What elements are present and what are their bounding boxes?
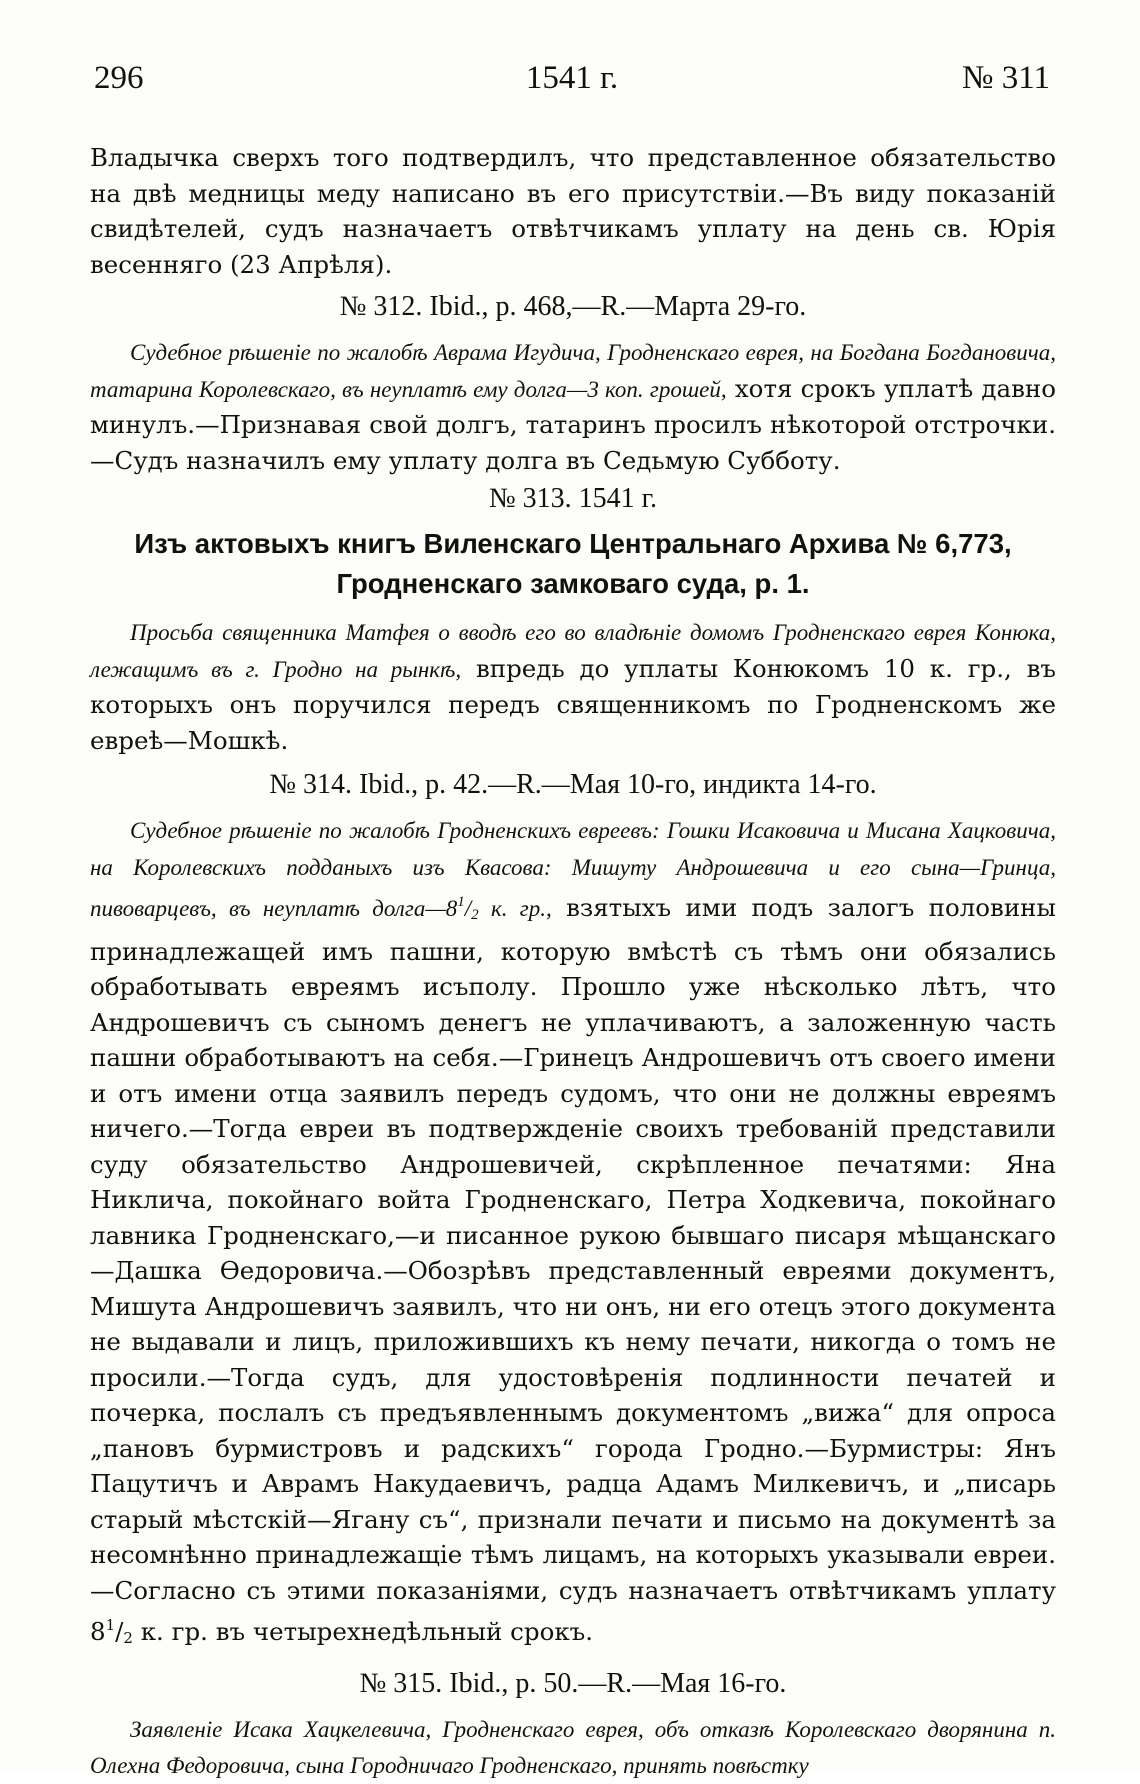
doc-312-heading: № 312. Ibid., р. 468,—R.—Марта 29-го. — [339, 291, 807, 322]
page-content — [90, 140, 1056, 1784]
fraction-denominator: 2 — [471, 907, 479, 923]
doc-311-continuation: Владычка сверхъ того подтвердилъ, что представленное обязательство на двѣ медницы меду написано въ его присутствіи.—Въ виду показаній свидѣтелей, судъ назначаетъ отвѣтчикамъ уплату на день св. Юрія весенняго (23 Апрѣля). — [90, 143, 1056, 279]
doc-314-summary: Судебное рѣшеніе по жалобѣ Гродненскихъ евреевъ: Гошки Исаковича и Мисана Хацковича, на Королевскихъ подданыхъ изъ Квасова: Мишуту Андрошевича и его сына—Гринца, пивоварцевъ, въ неуплатѣ $долга—8^1/_2$ к. гр., — [90, 818, 1056, 923]
doc-314-body-a: взятыхъ ими подъ залогъ половины принадлежащей имъ пашни, которую вмѣстѣ съ тѣмъ они обязались обработывать евреямъ исъполу. Прошло уже нѣсколько лѣтъ, что Андрошевичъ съ сыномъ денегъ не уплачиваютъ, а заложенную часть пашни обработываютъ на себя.—Гринецъ Андрошевичъ отъ своего имени и отъ имени отца заявилъ передъ судомъ, что они не должны евреямъ ничего.—Тогда евреи въ подтвержденіе своихъ требованій представили суду обязательство Андрошевичей, скрѣпленное печатями: Яна Никлича, покойнаго войта Гродненскаго, Петра Ходкевича, покойнаго лавника Гродненскаго,—и писанное рукою бывшаго писаря мѣщанскаго—Дашка Өедоровича.—Обозрѣвъ представленный евреями документъ, Мишута Андрошевичъ заявилъ, что ни онъ, ни его отецъ этого документа не выдавали и лицъ, приложившихъ къ нему печати, никогда о томъ не просили.—Тогда судъ, для удостовѣренія подлинности печатей и почерка, послалъ съ предъявленнымъ документомъ „вижа“ для опроса „пановъ бурмистровъ и радскихъ“ города Гродно.—Бурмистры: Янъ Пацутичъ и Аврамъ Накудаевичъ, радца Адамъ Милкевичъ, и „писарь старый мѣстскій—Ягану съ“, признали печати и письмо на документѣ за несомнѣнно принадлежащіе тѣмъ лицамъ, на которыхъ указывали евреи.—Согласно съ этими показаніями, судъ назначаетъ отвѣтчикамъ уплату 8 — [90, 893, 1056, 1646]
page-header — [94, 60, 1050, 110]
fraction-denominator: 2 — [123, 1629, 133, 1647]
page-number: 296 — [94, 60, 144, 96]
doc-315-text — [90, 1711, 1056, 1784]
doc-313-text — [90, 614, 1056, 758]
fraction-numerator: 1 — [105, 1616, 116, 1634]
doc-312-body: хотя срокъ уплатѣ давно минулъ.—Признавая свой долгъ, татаринъ просилъ нѣкоторой отстрочки.—Судъ назначилъ ему уплату долга въ Седьмую Субботу. — [90, 373, 1056, 475]
doc-314-summary-b: к. гр., — [478, 896, 552, 921]
doc-314-summary-a: Судебное рѣшеніе по жалобѣ Гродненскихъ евреевъ: Гошки Исаковича и Мисана Хацковича, на Королевскихъ подданыхъ изъ Квасова: Мишуту Андрошевича и его сына—Гринца, пивоварцевъ, въ неуплатѣ долга—8 — [90, 818, 1056, 921]
doc-312-summary: Судебное рѣшеніе по жалобѣ Аврама Игудича, Гродненскаго еврея, на Богдана Богдановича, татарина Королевскаго, въ неуплатѣ ему долга—3 коп. грошей, — [90, 340, 1056, 402]
running-year: 1541 г. — [525, 60, 619, 96]
doc-313-heading: № 313. 1541 г. — [488, 483, 658, 514]
doc-314-text: Судебное рѣшеніе по жалобѣ Гродненскихъ евреевъ: Гошки Исаковича и Мисана Хацковича, на Королевскихъ подданыхъ изъ Квасова: Мишуту Андрошевича и его сына—Гринца, пивоварцевъ, въ неуплатѣ $долга—8^1/_2$ к. гр., взятыхъ ими подъ залогъ половины принадлежащей имъ пашни, которую вмѣстѣ съ тѣмъ они обязались обработывать евреямъ исъполу. Прошло уже нѣсколько лѣтъ, что Андрошевичъ съ сыномъ денегъ не уплачиваютъ, а заложенную часть пашни обработываютъ на себя.—Гринецъ Андрошевичъ отъ своего имени и отъ имени отца заявилъ передъ судомъ, что они не должны евреямъ ничего.—Тогда евреи въ подтвержденіе своихъ требованій представили суду обязательство Андрошевичей, скрѣпленное печатями: Яна Никлича, покойнаго войта Гродненскаго, Петра Ходкевича, покойнаго лавника Гродненскаго,—и писанное рукою бывшаго писаря мѣщанскаго—Дашка Өедоровича.—Обозрѣвъ представленный евреями документъ, Мишута Андрошевичъ заявилъ, что ни онъ, ни его отецъ этого документа не выдавали и лицъ, приложившихъ къ нему печати, никогда о томъ не просили.—Тогда судъ, для удостовѣренія подлинности печатей и почерка, послалъ съ предъявленнымъ документомъ „вижа“ для опроса „пановъ бурмистровъ и радскихъ“ города Гродно.—Бурмистры: Янъ Пацутичъ и Аврамъ Накудаевичъ, радца Адамъ Милкевичъ, и „писарь старый мѣстскій—Ягану съ“, признали печати и письмо на документѣ за несомнѣнно принадлежащіе тѣмъ лицамъ, на которыхъ указывали евреи.—Согласно съ этими показаніями, судъ назначаетъ отвѣтчикамъ уплату $8^1/_2$ к. гр. въ четырехнедѣльный срокъ. — [90, 818, 1056, 1647]
running-doc-number: № 311 — [961, 60, 1050, 96]
doc-314-heading: № 314. Ibid., р. 42.—R.—Мая 10-го, индикта 14-го. — [269, 769, 877, 800]
doc-315-summary: Заявленіе Исака Хацкелевича, Гродненскаго еврея, объ отказѣ Королевскаго дворянина п. Олехна Федоровича, сына Городничаго Гродненскаго, принять повѣстку — [90, 1716, 1056, 1778]
doc-313-body: впредь до уплаты Конюкомъ 10 к. гр., въ которыхъ онъ поручился передъ священникомъ по Гродненскомъ же евреѣ—Мошкѣ. — [90, 653, 1057, 755]
doc-312-text — [90, 334, 1056, 478]
doc-315-heading: № 315. Ibid., р. 50.—R.—Мая 16-го. — [359, 1667, 787, 1699]
doc-313-summary: Просьба священника Матфея о вводѣ его во владѣніе домомъ Гродненскаго еврея Конюка, лежащимъ въ г. Гродно на рынкѣ, — [90, 620, 1056, 682]
fraction-numerator: 1 — [457, 894, 465, 910]
archive-source-title: Изъ актовыхъ книгъ Виленскаго Центральнаго Архива № 6,773, Гродненскаго замковаго суда, р. 1. — [134, 528, 1012, 599]
doc-314-body-b: к. гр. въ четырехнедѣльный срокъ. — [132, 1617, 594, 1646]
